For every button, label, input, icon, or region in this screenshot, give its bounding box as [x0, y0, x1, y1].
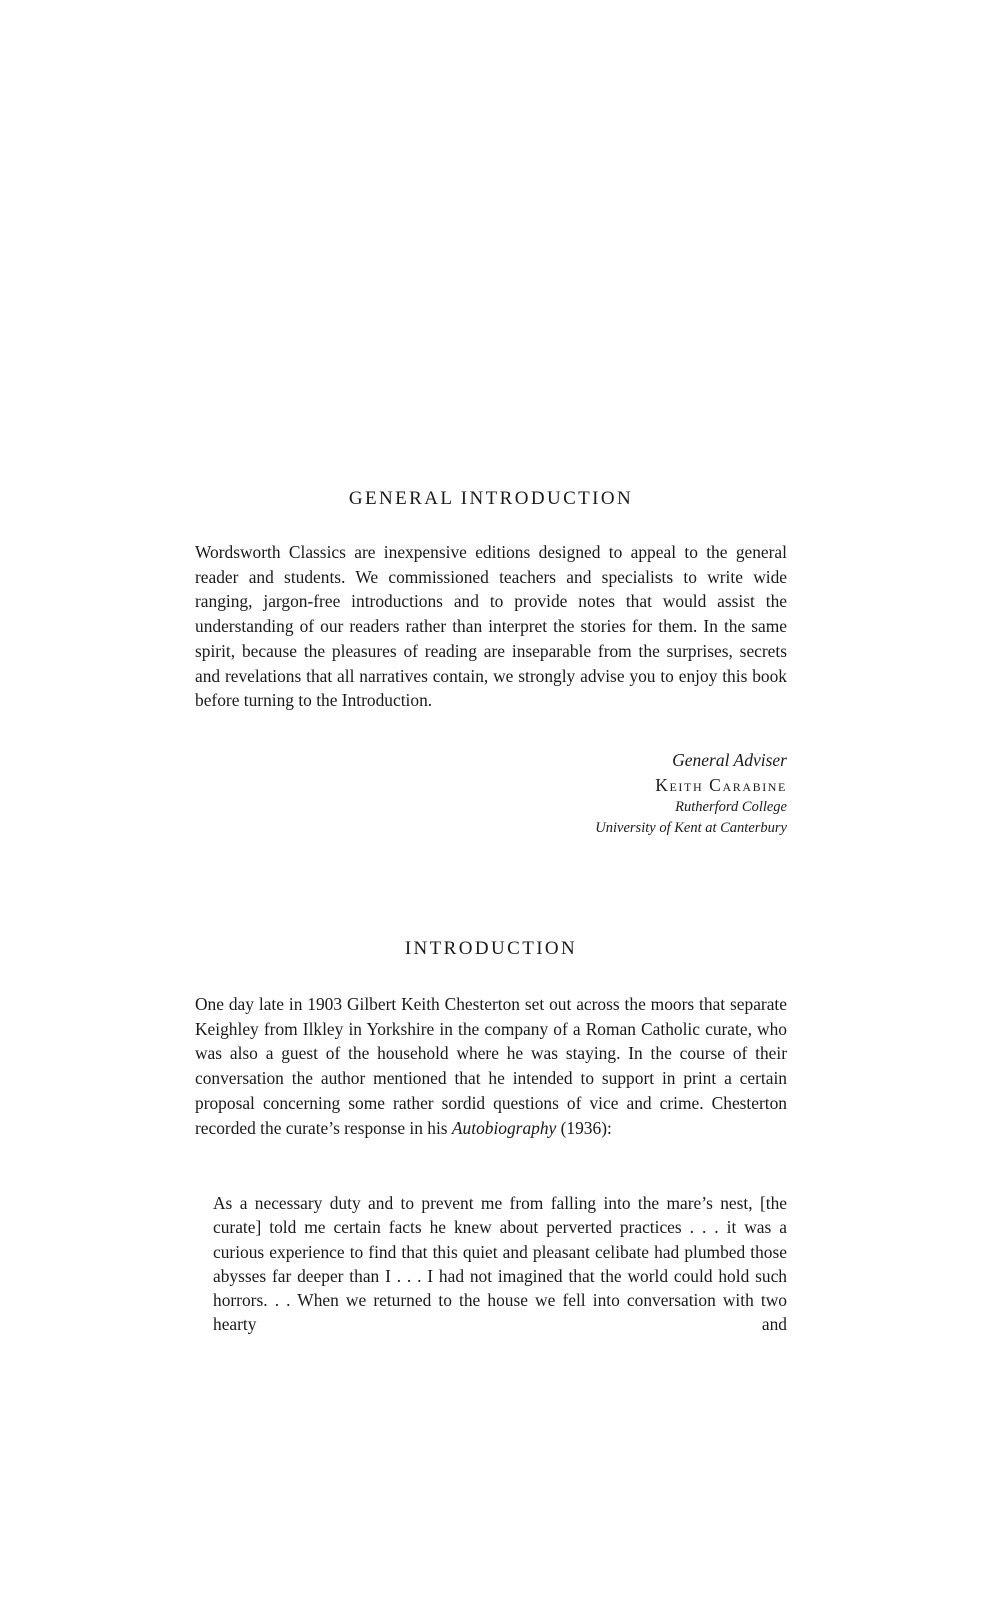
- signature-block: [595, 748, 787, 839]
- book-title: Autobiography: [451, 1117, 557, 1138]
- book-page: [195, 0, 787, 1616]
- signature-university: University of Kent at Canterbury: [595, 820, 787, 836]
- signature-college: Rutherford College: [675, 799, 787, 815]
- introduction-text-after-title: (1936):: [560, 1117, 612, 1138]
- signature-name: Keith Carabine: [655, 775, 787, 795]
- introduction-heading: INTRODUCTION: [404, 938, 578, 959]
- general-introduction-heading: GENERAL INTRODUCTION: [348, 488, 634, 509]
- introduction-paragraph: [195, 992, 787, 1140]
- introduction-text-before-title: One day late in 1903 Gilbert Keith Chesterton set out across the moors that separate Keighley from Ilkley in Yorkshire in the company of a Roman Catholic curate, who was also a guest of the household where he was staying. In the course of their conversation the author mentioned that he intended to support in print a certain proposal concerning some rather sordid questions of vice and crime. Chesterton recorded the curate’s response in his: [195, 994, 787, 1138]
- block-quote: As a necessary duty and to prevent me from falling into the mare’s nest, [the curate] told me certain facts he knew about perverted practices . . . it was a curious experience to find that this quiet and pleasant celibate had plumbed those abysses far deeper than I . . . I had not imagined that the world could hold such horrors. . . When we returned to the house we fell into conversation with two hearty and: [213, 1193, 787, 1335]
- signature-role: General Adviser: [672, 750, 787, 770]
- general-introduction-paragraph: Wordsworth Classics are inexpensive editions designed to appeal to the general reader and students. We commissioned teachers and specialists to write wide ranging, jargon-free introductions and to provide notes that would assist the understanding of our readers rather than interpret the stories for them. In the same spirit, because the pleasures of reading are inseparable from the surprises, secrets and revelations that all narratives contain, we strongly advise you to enjoy this book before turning to the Introduction.: [195, 542, 787, 711]
